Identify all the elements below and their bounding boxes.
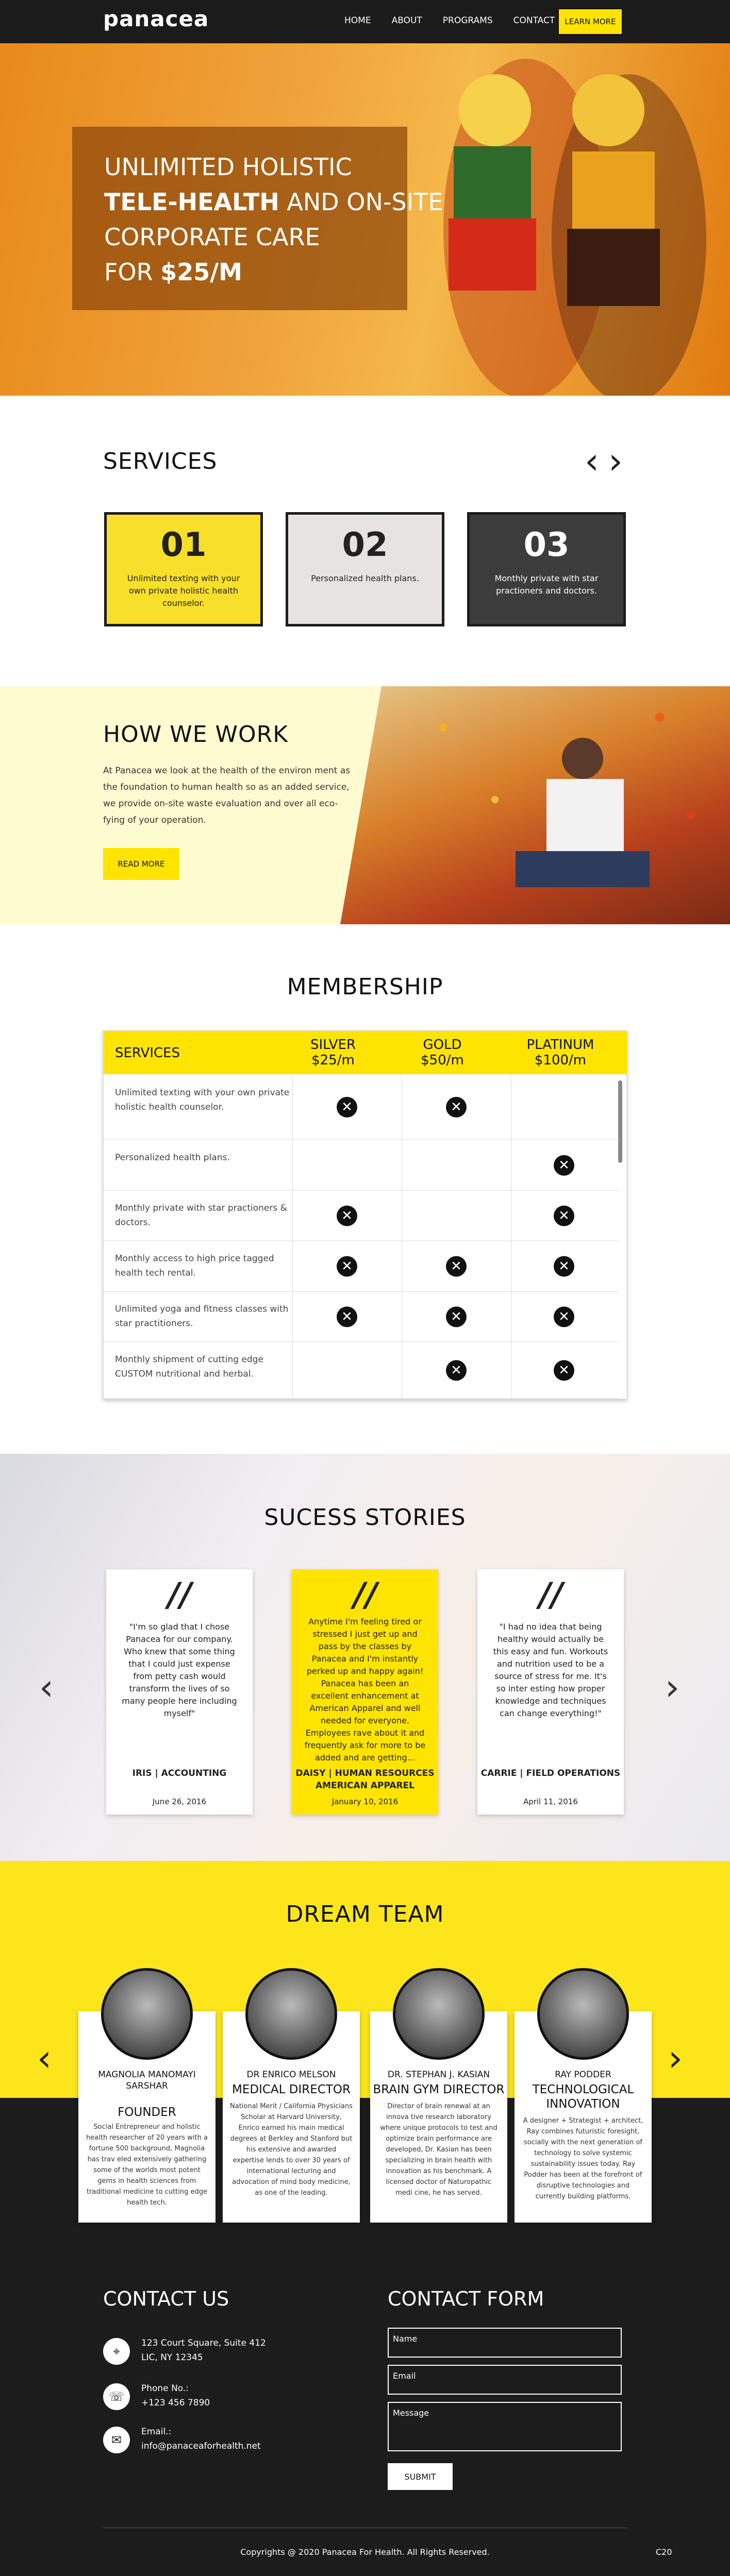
location-pin-icon: ⌖ — [103, 2338, 130, 2365]
header-platinum: PLATINUM $100/m — [526, 1037, 594, 1068]
nav-programs[interactable]: PROGRAMS — [442, 15, 493, 26]
member-desc: National Merit / California Physicians Scholar at Harvard University, Enrico earned his main medical degrees at Berkley and Stanford but his extensive and awarded expertise lends to over 30 years of international lecturing and advocation of mind body medicine, as one of the leading. — [230, 2103, 353, 2197]
row-service-text: Monthly private with star practioners & doctors. — [115, 1203, 287, 1228]
x-circle-icon: ✕ — [554, 1360, 574, 1381]
membership-title: MEMBERSHIP — [287, 974, 443, 1000]
contact-email: Email.: info@panaceaforhealth.net — [141, 2425, 261, 2453]
member-role: TECHNOLOGICAL INNOVATION — [532, 2083, 634, 2111]
chevron-left-icon[interactable]: ‹ — [37, 2037, 52, 2079]
stories-title: SUCESS STORIES — [264, 1504, 466, 1531]
x-circle-icon: ✕ — [446, 1097, 467, 1117]
nav-links — [344, 15, 555, 26]
row-service-text: Unlimited texting with your own private holistic health counselor. — [115, 1088, 290, 1112]
service-text: Personalized health plans. — [311, 573, 419, 583]
header-services: SERVICES — [115, 1045, 180, 1061]
footer-code: C20 — [656, 2547, 672, 2557]
service-number: 02 — [342, 526, 388, 564]
x-circle-icon: ✕ — [337, 1206, 357, 1226]
story-name: IRIS | ACCOUNTING — [132, 1768, 227, 1778]
x-circle-icon: ✕ — [554, 1256, 574, 1277]
chevron-right-icon[interactable]: › — [608, 440, 623, 482]
story-quote: "I'm so glad that I chose Panacea for our company. Who knew that some thing that I could just expense from petty cash would transform the lives of so many people here including myself" — [122, 1622, 237, 1718]
contact-address: 123 Court Square, Suite 412 LIC, NY 12345 — [141, 2338, 266, 2363]
chevron-left-icon[interactable]: ‹ — [585, 440, 599, 482]
table-row — [104, 1074, 619, 1140]
avatar — [101, 1968, 193, 2060]
story-name: CARRIE | FIELD OPERATIONS — [480, 1768, 621, 1778]
row-service-text: Unlimited yoga and fitness classes with star practitioners. — [115, 1304, 289, 1329]
x-circle-icon: ✕ — [337, 1256, 357, 1277]
hero-line-3: CORPORATE CARE — [104, 223, 320, 251]
nav-home[interactable]: HOME — [344, 15, 371, 26]
x-circle-icon: ✕ — [446, 1360, 467, 1381]
x-circle-icon: ✕ — [554, 1307, 574, 1327]
member-role: BRAIN GYM DIRECTOR — [373, 2083, 505, 2096]
name-field[interactable]: Name — [388, 2328, 622, 2358]
member-role: FOUNDER — [118, 2106, 176, 2119]
hero-line-4: FOR $25/M — [104, 258, 242, 286]
nav-about[interactable]: ABOUT — [391, 15, 422, 26]
hero-headline — [104, 149, 443, 290]
chevron-right-icon[interactable]: › — [665, 1666, 679, 1708]
member-name: MAGNOLIA MANOMAYI SARSHAR — [98, 2070, 196, 2091]
email-field[interactable]: Email — [388, 2365, 622, 2395]
mail-icon: ✉ — [103, 2427, 130, 2453]
email-link[interactable]: info@panaceaforhealth.net — [141, 2441, 261, 2451]
form-title: CONTACT FORM — [388, 2287, 544, 2310]
x-circle-icon: ✕ — [337, 1097, 357, 1117]
submit-button[interactable]: SUBMIT — [388, 2463, 453, 2490]
contact-title: CONTACT US — [103, 2287, 229, 2310]
header-gold: GOLD $50/m — [421, 1037, 464, 1068]
service-text: Monthly private with star practioners and doctors. — [494, 573, 599, 596]
quote-icon: // — [167, 1575, 192, 1614]
how-paragraph: At Panacea we look at the health of the environ ment as the foundation to human health so as an added service, we provide on-site waste evaluation and over all eco-fying of your operation. — [103, 766, 351, 825]
service-card-1[interactable] — [104, 512, 263, 626]
copyright: Copyrights @ 2020 Panacea For Health. All Rights Reserved. — [240, 2547, 490, 2557]
story-card-2 — [292, 1569, 438, 1815]
header-silver: SILVER $25/m — [310, 1037, 356, 1068]
member-role: MEDICAL DIRECTOR — [232, 2083, 351, 2096]
row-service-text: Monthly shipment of cutting edge CUSTOM nutritional and herbal. — [115, 1354, 263, 1379]
story-quote: Anytime I'm feeling tired or stressed I just get up and pass by the classes by Panacea and I'm instantly perked up and happy again! Panacea has been an excellent enhancement at American Apparel and well needed for everyone. Employees rave about it and frequently ask for more to be added and are getting... — [304, 1617, 426, 1762]
logo[interactable]: panacea — [103, 6, 209, 31]
team-title: DREAM TEAM — [286, 1901, 444, 1927]
chevron-left-icon[interactable]: ‹ — [39, 1666, 54, 1708]
phone-icon: ☏ — [103, 2383, 130, 2410]
x-circle-icon: ✕ — [446, 1307, 467, 1327]
table-row — [104, 1191, 619, 1241]
how-we-work-image — [340, 686, 730, 924]
member-name: DR ENRICO MELSON — [246, 2070, 336, 2080]
quote-icon: // — [538, 1575, 563, 1614]
story-date: April 11, 2016 — [523, 1797, 578, 1806]
member-name: RAY PODDER — [555, 2070, 611, 2080]
member-name: DR. STEPHAN J. KASIAN — [387, 2070, 490, 2080]
how-title: HOW WE WORK — [103, 721, 289, 748]
hero-line-1: UNLIMITED HOLISTIC — [104, 153, 352, 181]
nav-contact[interactable]: CONTACT — [513, 15, 555, 26]
x-circle-icon: ✕ — [446, 1256, 467, 1277]
story-date: January 10, 2016 — [331, 1797, 399, 1806]
x-circle-icon: ✕ — [554, 1206, 574, 1226]
read-more-button[interactable]: READ MORE — [103, 848, 179, 880]
avatar — [393, 1968, 485, 2060]
table-row — [104, 1241, 619, 1292]
story-quote: "I had no idea that being healthy would actually be this easy and fun. Workouts and nutrition used to be a source of stress for me. It's so inter esting how proper knowledge and techniques can change everything!" — [493, 1622, 608, 1718]
membership-table — [103, 1030, 627, 1399]
table-row — [104, 1292, 619, 1342]
story-card-1 — [106, 1569, 253, 1815]
contact-phone: Phone No.: +123 456 7890 — [141, 2383, 210, 2408]
member-desc: Social Entrepreneur and holistic health researcher of 20 years with a fortune 500 background, Magnolia has trav eled extensively gathering some of the worlds most potent gems in health sciences from traditional medicine to cutting edge health tech. — [86, 2123, 208, 2207]
x-circle-icon: ✕ — [337, 1307, 357, 1327]
quote-icon: // — [353, 1575, 377, 1614]
x-circle-icon: ✕ — [554, 1155, 574, 1176]
avatar — [245, 1968, 337, 2060]
hero-line-2: TELE-HEALTH AND ON-SITE — [104, 188, 443, 216]
story-date: June 26, 2016 — [152, 1797, 207, 1806]
member-desc: Director of brain renewal at an innova tive research laboratory where unique protocols to test and optimize brain performance are developed, Dr. Kasian has been specializing in brain health with innovation as his benchmark. A licensed doctor of Naturopathic medi cine, he has served. — [380, 2103, 497, 2197]
row-service-text: Monthly access to high price tagged health tech rental. — [115, 1253, 274, 1278]
message-field[interactable]: Message — [388, 2402, 622, 2451]
services-title: SERVICES — [103, 448, 218, 474]
avatar — [537, 1968, 629, 2060]
service-text: Unlimited texting with your own private holistic health counselor. — [127, 573, 240, 608]
table-row — [104, 1342, 619, 1399]
chevron-right-icon[interactable]: › — [668, 2037, 683, 2079]
service-number: 03 — [523, 526, 570, 564]
story-name: DAISY | HUMAN RESOURCES AMERICAN APPAREL — [295, 1768, 435, 1791]
service-number: 01 — [160, 526, 207, 564]
row-service-text: Personalized health plans. — [115, 1153, 230, 1163]
member-desc: A designer + Strategist + architect, Ray combines futuristic foresight, socially with the next generation of technology to solve systemic sustainability issues today. Ray Podder has been at the forefront of disruptive technologies and currently building platforms. — [523, 2117, 643, 2200]
table-row — [104, 1140, 619, 1191]
service-card-3[interactable] — [467, 512, 626, 626]
story-card-3 — [477, 1569, 624, 1815]
service-card-2[interactable] — [286, 512, 444, 626]
learn-more-button[interactable]: LEARN MORE — [558, 8, 623, 35]
